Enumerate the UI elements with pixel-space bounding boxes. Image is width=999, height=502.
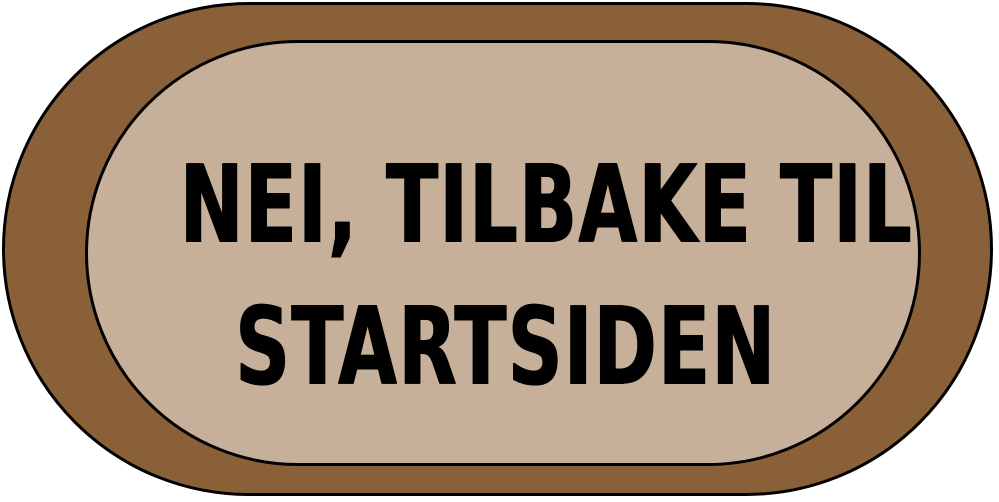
button-label-line-1: NEI, TILBAKE TIL <box>179 143 914 268</box>
button-label-line-2: STARTSIDEN <box>235 285 777 410</box>
button-face <box>85 40 921 466</box>
button-label <box>179 135 914 419</box>
back-to-startpage-button[interactable] <box>2 2 993 496</box>
